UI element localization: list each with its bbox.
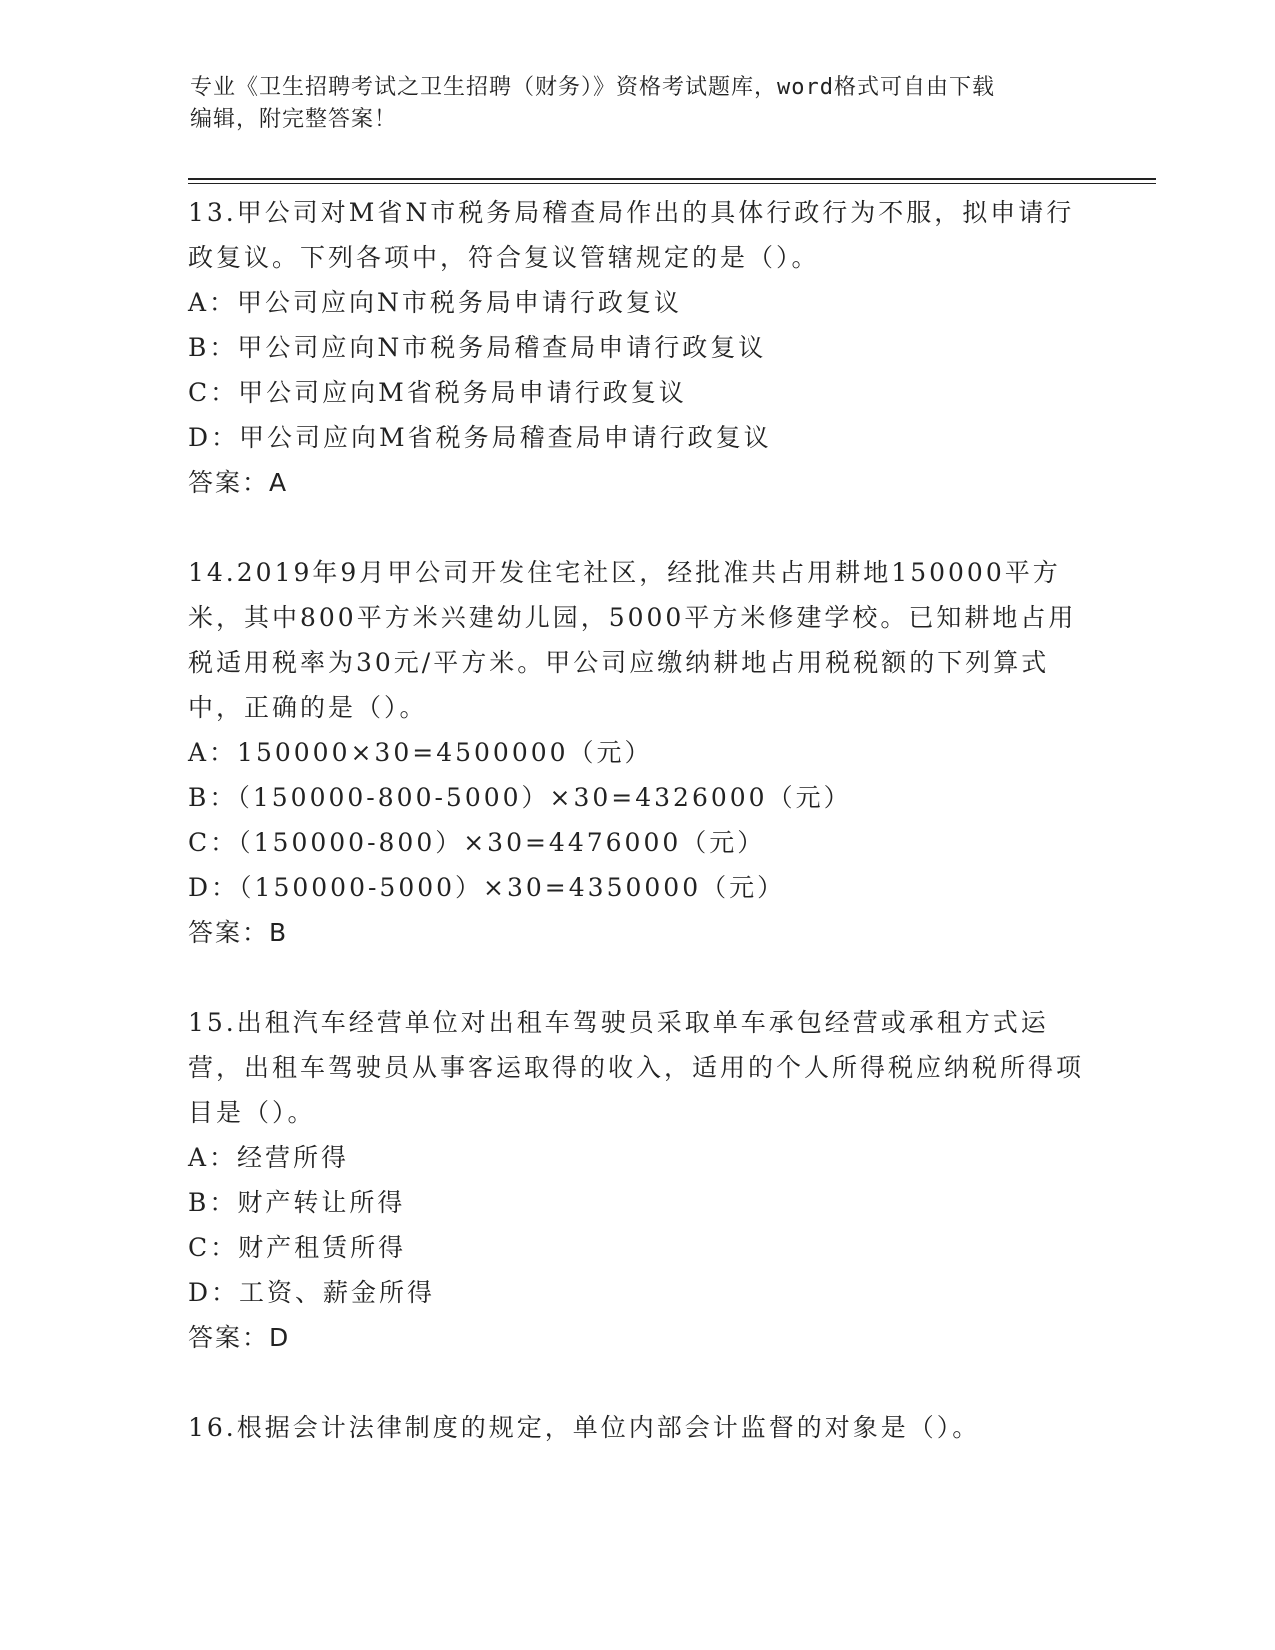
option-b: B：财产转让所得 (188, 1188, 406, 1217)
question-13 (188, 190, 1093, 506)
document-header (190, 72, 1090, 136)
option-d: D：工资、薪金所得 (188, 1278, 436, 1307)
question-stem: 14.2019年9月甲公司开发住宅社区，经批准共占用耕地150000平方米，其中800平方米兴建幼儿园，5000平方米修建学校。已知耕地占用税适用税率为30元/平方米。甲公司应缴纳耕地占用税税额的下列算式中，正确的是（）。 (188, 558, 1077, 722)
option-c: C：甲公司应向M省税务局申请行政复议 (188, 378, 687, 407)
header-line-2: 编辑，附完整答案！ (190, 107, 398, 132)
question-stem: 15.出租汽车经营单位对出租车驾驶员采取单车承包经营或承租方式运营，出租车驾驶员从事客运取得的收入，适用的个人所得税应纳税所得项目是（）。 (188, 1008, 1085, 1127)
option-c: C：（150000-800）×30=4476000（元） (188, 828, 766, 857)
option-b: B：（150000-800-5000）×30=4326000（元） (188, 783, 852, 812)
question-15 (188, 1000, 1093, 1361)
option-a: A：150000×30=4500000（元） (188, 738, 653, 767)
question-stem: 13.甲公司对M省N市税务局稽查局作出的具体行政行为不服，拟申请行政复议。下列各项中，符合复议管辖规定的是（）。 (188, 198, 1075, 272)
answer-line: 答案：D (188, 1323, 291, 1352)
option-a: A：甲公司应向N市税务局申请行政复议 (188, 288, 682, 317)
option-b: B：甲公司应向N市税务局稽查局申请行政复议 (188, 333, 767, 362)
question-16 (188, 1405, 1093, 1450)
option-a: A：经营所得 (188, 1143, 350, 1172)
answer-line: 答案：A (188, 468, 289, 497)
option-c: C：财产租赁所得 (188, 1233, 407, 1262)
header-line-1: 专业《卫生招聘考试之卫生招聘（财务）》资格考试题库，word格式可自由下载 (190, 75, 995, 100)
question-14 (188, 550, 1093, 956)
question-stem: 16.根据会计法律制度的规定，单位内部会计监督的对象是（）。 (188, 1413, 981, 1442)
option-d: D：（150000-5000）×30=4350000（元） (188, 873, 786, 902)
question-list (188, 190, 1093, 1494)
header-divider-thin (188, 183, 1156, 184)
header-divider-thick (188, 178, 1156, 180)
option-d: D：甲公司应向M省税务局稽查局申请行政复议 (188, 423, 772, 452)
answer-line: 答案：B (188, 918, 289, 947)
